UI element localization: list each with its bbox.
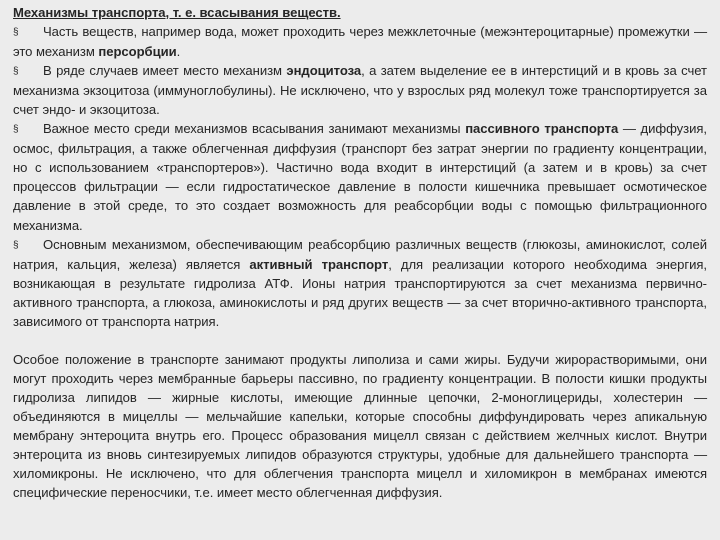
bullet-text: Основным механизмом, обеспечивающим реабсорбцию различных веществ (глюкозы, аминокислот, солей натрия, кальция, железа) является: [13, 236, 707, 272]
bullet-text: — диффузия, осмос, фильтрация, а также облегченная диффузия (транспорт без затрат энергии по градиенту концентрации, но с использованием «транспортеров»). Частично вода входит в интерстиций (а затем и в кровь) за счет процессов фильтрации — если гидростатическое давление в полости кишечника превышает осмотическое давление в этой среде, то это создает возможность для реабсорбции воды с помощью фильтрационного механизма.: [13, 121, 707, 233]
bullet-marker-icon: §: [13, 27, 19, 39]
bullet-item-persorption: [13, 22, 707, 61]
bullet-item-active-transport: [13, 235, 707, 331]
bullet-text: .: [176, 44, 181, 60]
bullet-item-endocytosis: [13, 61, 707, 119]
document-body: [13, 3, 707, 502]
bullet-text: , для реализации которого необходима энергия, возникающая в результате гидролиза АТФ. Ионы натрия транспортируются за счет механизма первично-активного транспорта, а глюкоза, аминокислоты и ряд других веществ — за счет вторично-активного транспорта, зависимого от транспорта натрия.: [13, 256, 707, 329]
bullet-item-passive-transport: [13, 119, 707, 234]
bullet-text: Часть веществ, например вода, может проходить через межклеточные (межэнтероцитарные) промежутки — это механизм: [13, 24, 707, 60]
bullet-term: персорбции: [98, 44, 177, 60]
bullet-marker-icon: §: [13, 124, 19, 136]
bullet-text: , а затем выделение ее в интерстиций и в кровь за счет механизма экзоцитоза (иммуноглобулины). Не исключено, что у взрослых ряд молекул тоже транспортируется за счет эндо- и экзоцитоза.: [13, 63, 707, 118]
bullet-text: В ряде случаев имеет место механизм: [43, 63, 287, 79]
bullet-term: пассивного транспорта: [465, 121, 619, 137]
bullet-term: эндоцитоза: [286, 63, 362, 79]
bullet-marker-icon: §: [13, 239, 19, 251]
lipid-transport-paragraph: Особое положение в транспорте занимают продукты липолиза и сами жиры. Будучи жирорастворимыми, они могут проходить через мембранные барьеры пассивно, по градиенту концентрации. В полости кишки продукты гидролиза липидов — жирные кислоты, имеющие длинные цепочки, 2-моноглицериды, холестерин — объединяются в мицеллы — мельчайшие капельки, которые способны диффундировать через апикальную мембрану энтероцита внутрь его. Процесс образования мицелл связан с действием желчных кислот. Внутри энтероцита из вновь синтезируемых липидов образуются структуры, удобные для дальнейшего транспорта — хиломикроны. Не исключено, что для облегчения транспорта мицелл и хиломикрон в мембранах имеются специфические переносчики, т.е. имеет место облегченная диффузия.: [13, 351, 707, 501]
bullet-text: Важное место среди механизмов всасывания занимают механизмы: [43, 121, 466, 137]
bullet-marker-icon: §: [13, 66, 19, 78]
bullet-term: активный транспорт: [249, 256, 389, 272]
section-title: Механизмы транспорта, т. е. всасывания веществ.: [13, 5, 341, 20]
